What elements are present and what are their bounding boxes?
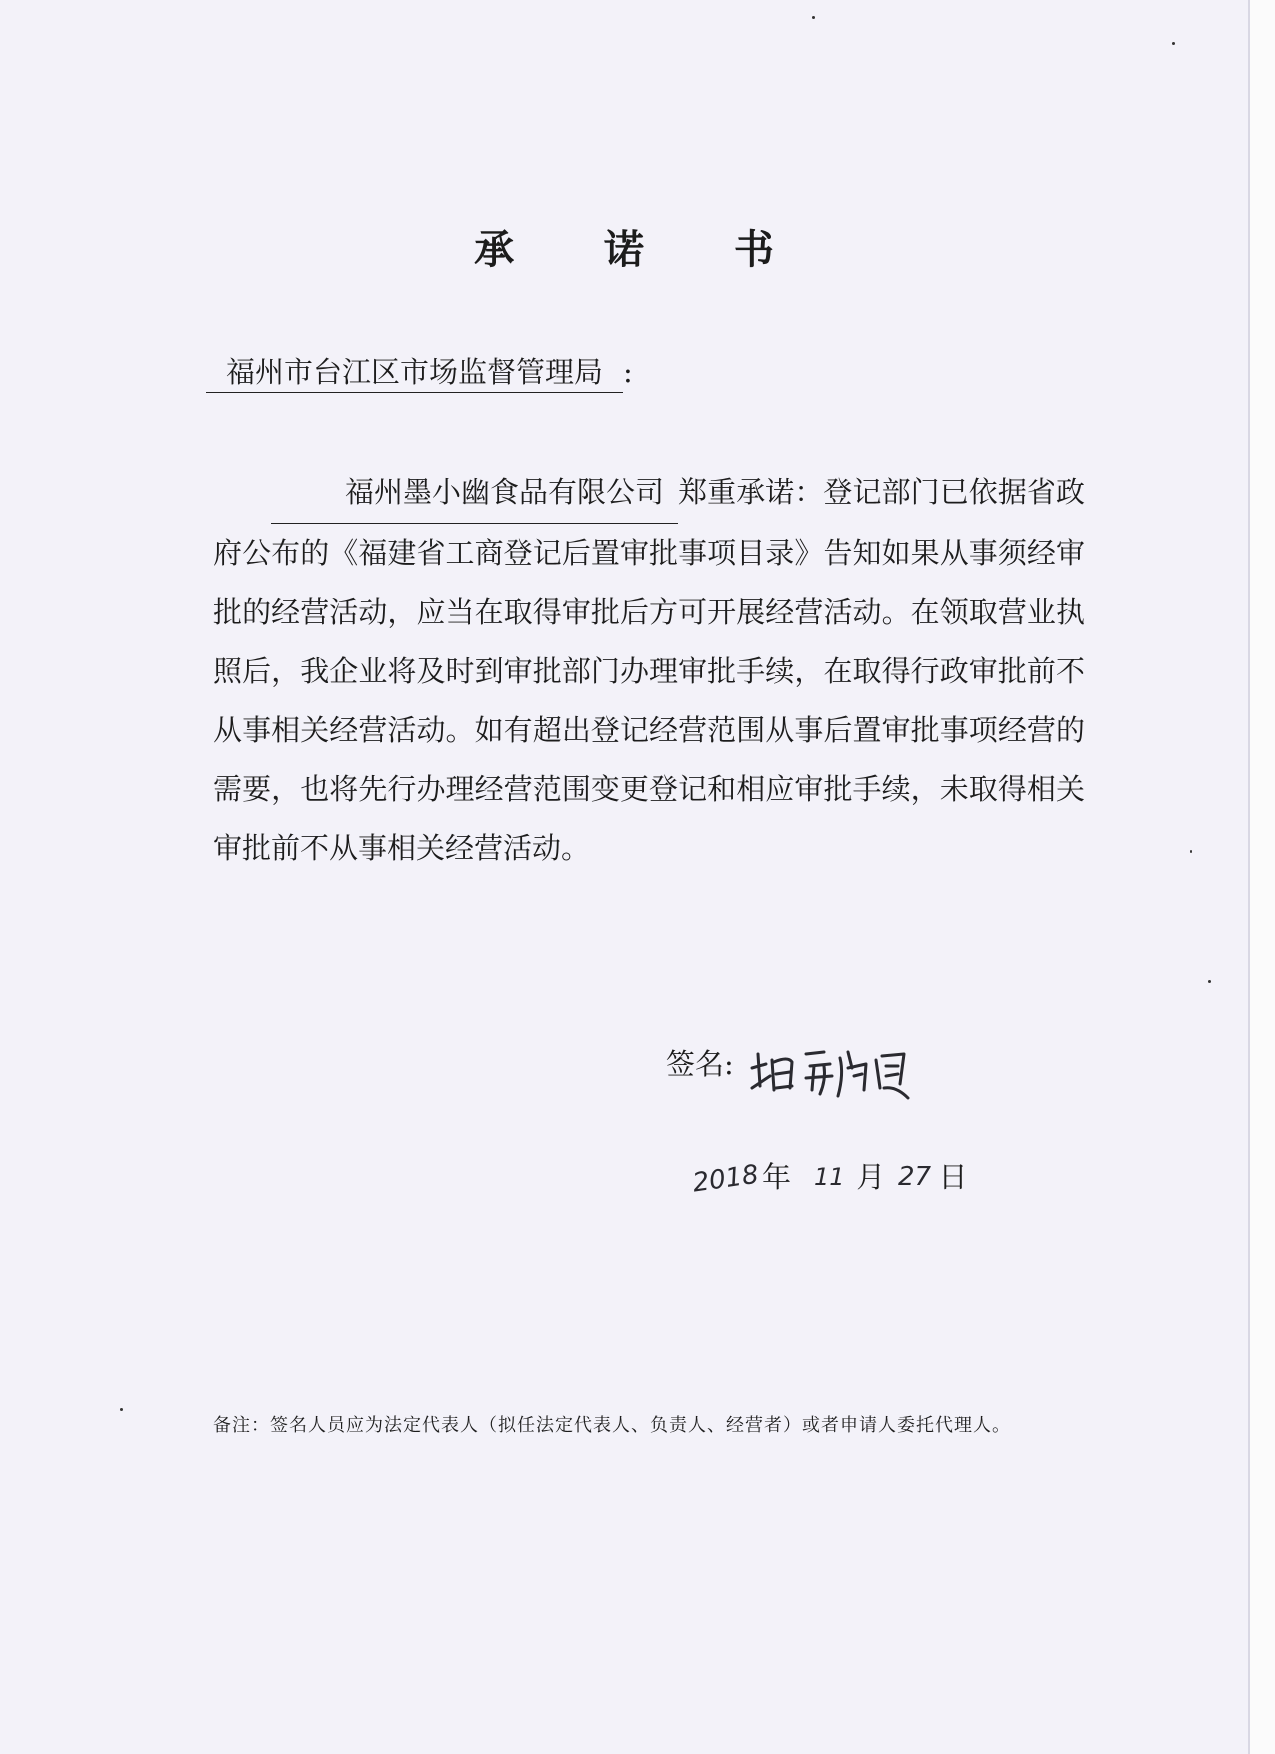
scan-speck [1190,850,1192,853]
scan-margin [1250,0,1275,1754]
handwritten-year [690,1155,762,1195]
scan-speck [1172,42,1175,45]
handwritten-day [894,1155,938,1195]
company-name: 福州墨小幽食品有限公司 [271,463,678,524]
svg-text:27: 27 [898,1162,932,1192]
footnote: 备注：签名人员应为法定代表人（拟任法定代表人、负责人、经营者）或者申请人委托代理人。 [213,1415,1011,1436]
date-line [690,1155,967,1196]
svg-text:11: 11 [814,1163,845,1191]
addressee-name: 福州市台江区市场监督管理局 [206,350,623,393]
scan-speck [1208,980,1211,983]
month-suffix: 月 [856,1160,886,1194]
document-title: 承 诺 书 [474,227,812,273]
scan-speck [812,16,815,19]
commitment-text: 郑重承诺：登记部门已依据省政府公布的《福建省工商登记后置审批事项目录》告知如果从事须经审批的经营活动，应当在取得审批后方可开展经营活动。在领取营业执照后，我企业将及时到审批部门办理审批手续，在取得行政审批前不从事相关经营活动。如有超出登记经营范围从事后置审批事项经营的需要，也将先行办理经营范围变更登记和相应审批手续，未取得相关审批前不从事相关经营活动。 [213,475,1085,865]
addressee-line [206,350,633,393]
year-suffix: 年 [762,1160,792,1194]
addressee-colon: : [623,355,633,389]
scan-speck [120,1408,123,1411]
svg-text:2018: 2018 [690,1159,761,1195]
handwritten-signature [748,1038,918,1114]
day-suffix: 日 [938,1160,968,1194]
signature-label: 签名: [666,1047,734,1081]
commitment-paragraph [213,463,1085,878]
handwritten-month [800,1155,856,1195]
